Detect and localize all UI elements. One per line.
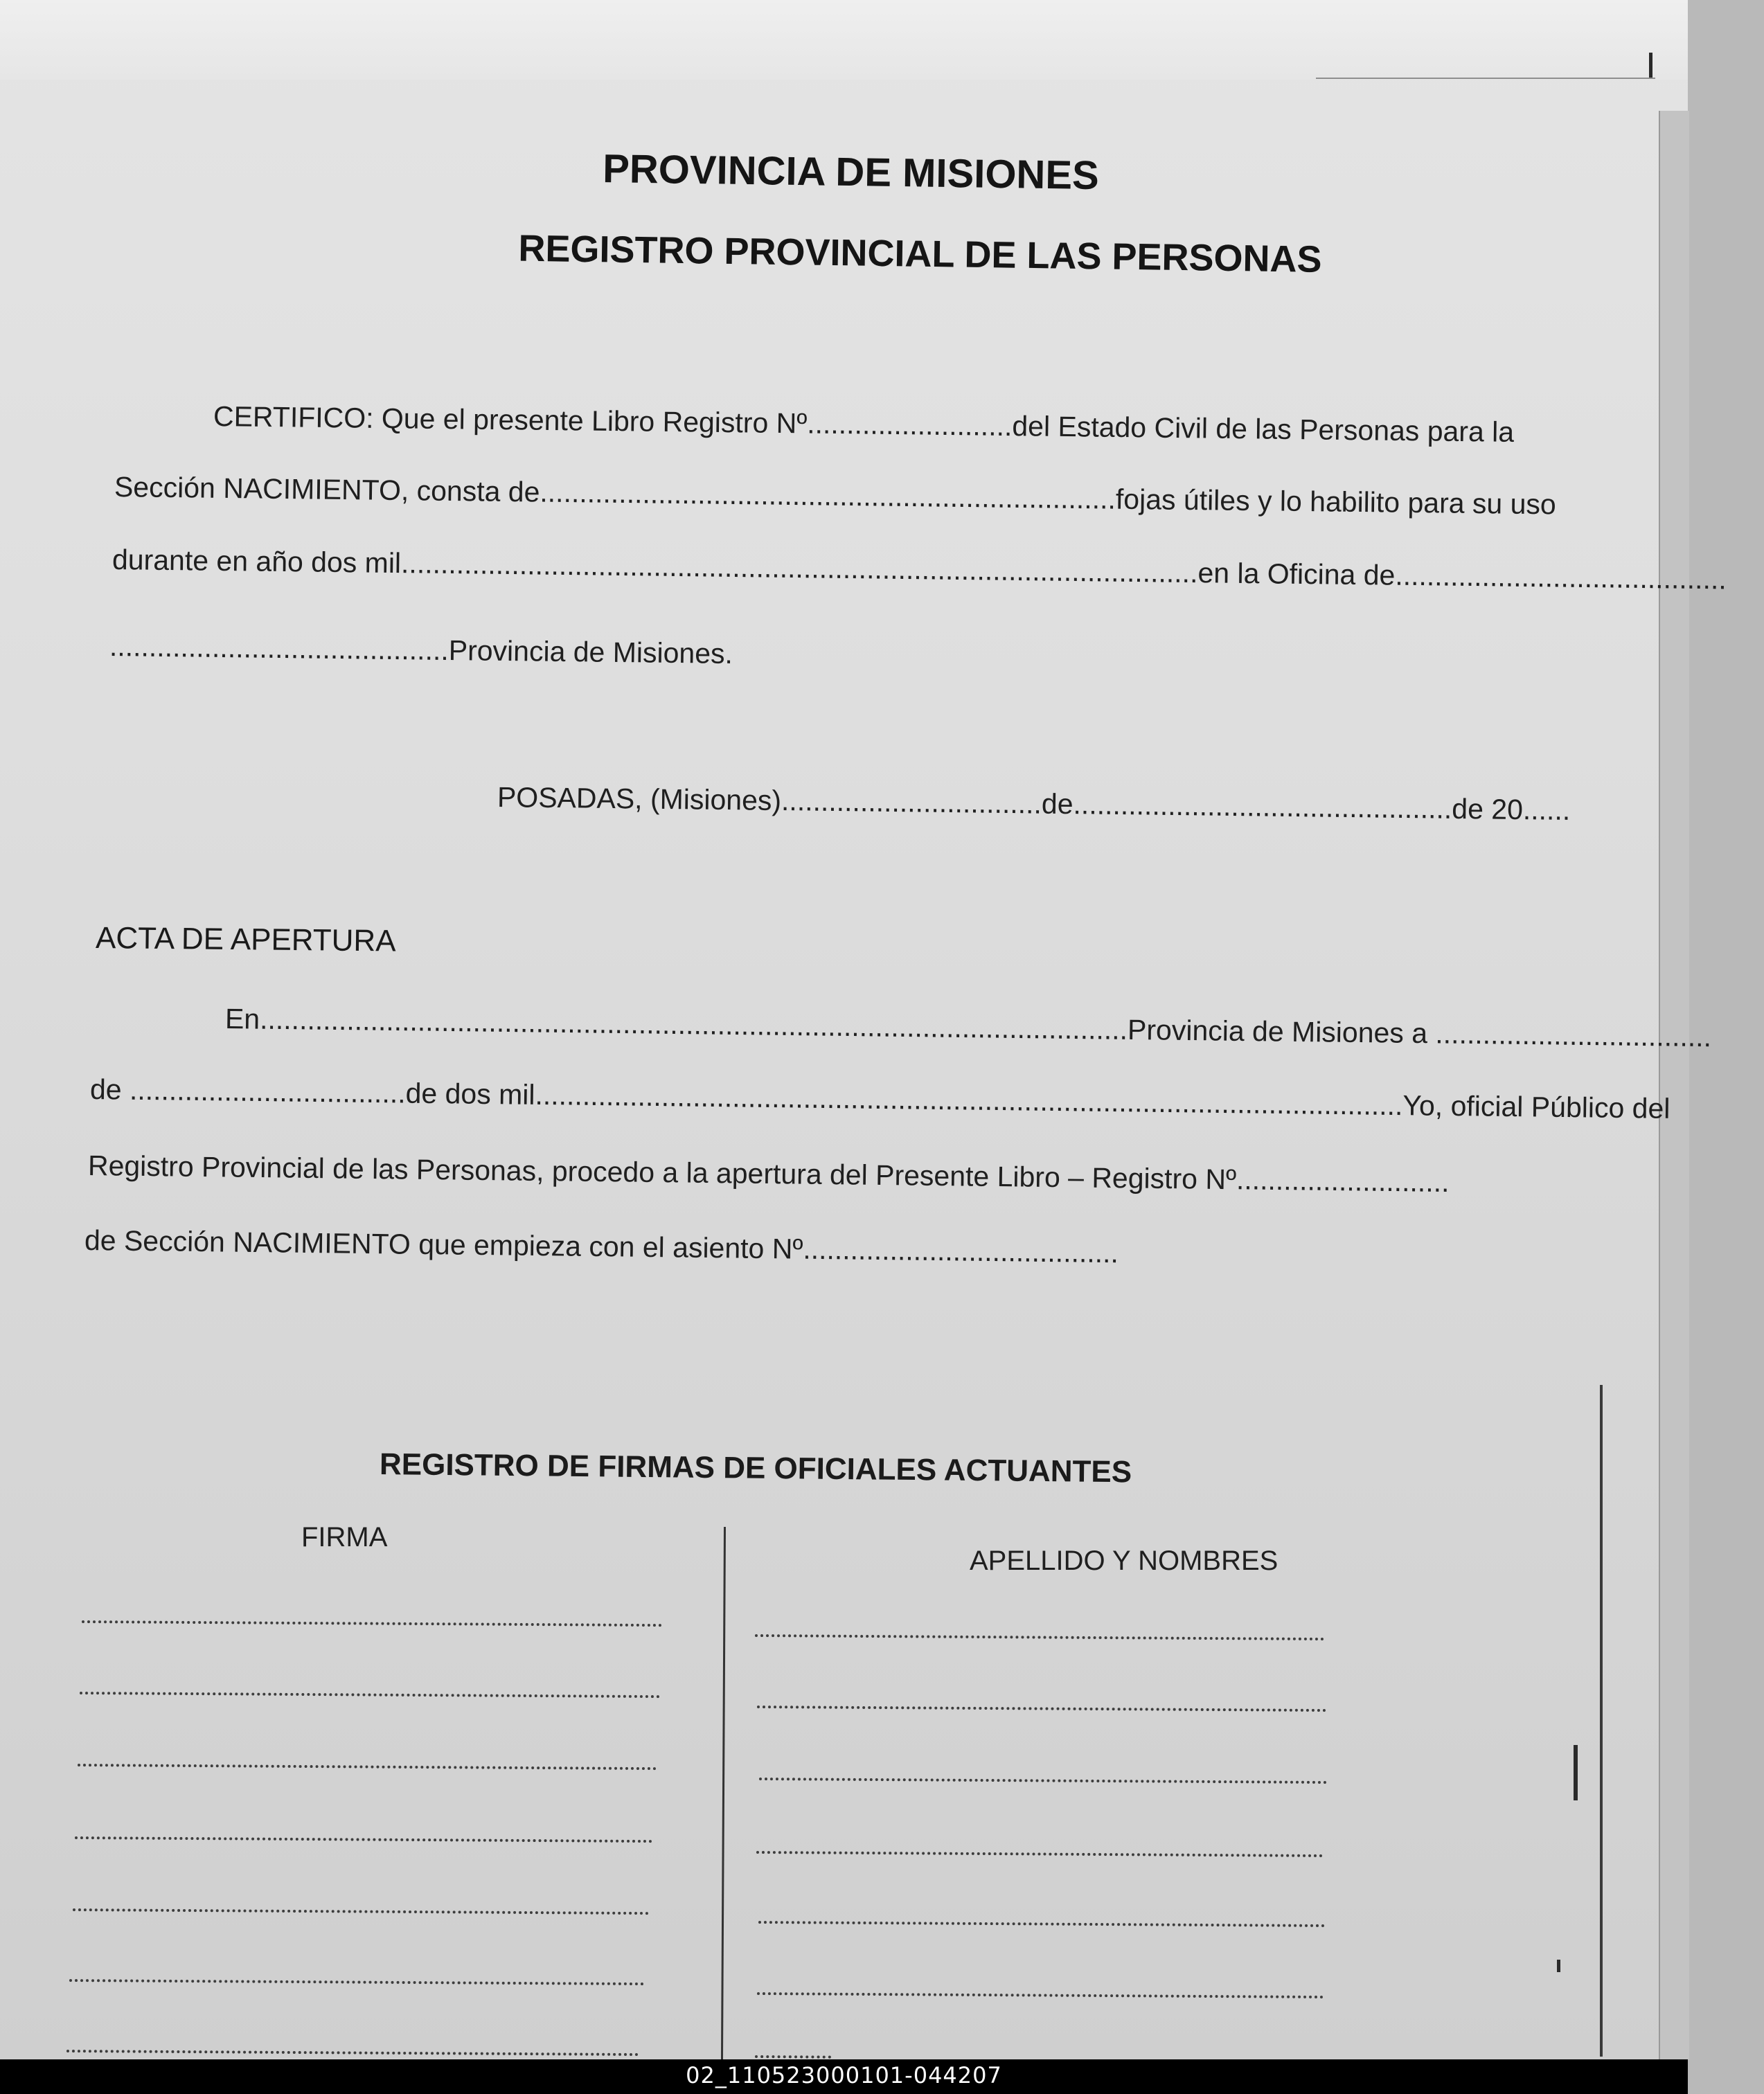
certifico-line-4 <box>109 630 733 670</box>
certifico-text: CERTIFICO: Que el presente Libro Registro Nº <box>213 400 808 440</box>
acta-text: Provincia de Misiones a <box>1127 1013 1436 1050</box>
acta-text: Registro Provincial de las Personas, procedo a la apertura del Presente Libro – Registro Nº <box>87 1149 1237 1196</box>
underlying-sheet-edge <box>1659 111 1689 2059</box>
blank-mes-acta: ................................... <box>129 1073 406 1109</box>
signature-line <box>78 1764 657 1770</box>
certifico-line-3 <box>112 544 1727 596</box>
certifico-text: Sección NACIMIENTO, consta de <box>114 471 540 508</box>
blank-fojas: ......................................................................... <box>540 476 1116 515</box>
name-line <box>756 1851 1323 1857</box>
certifico-line-1 <box>213 400 1515 449</box>
blank-anio-acta: .............................................................................................................. <box>535 1078 1403 1122</box>
date-place: POSADAS, (Misiones) <box>497 781 782 817</box>
signature-line <box>73 1908 649 1915</box>
top-rule <box>1316 78 1655 79</box>
blank-libro-numero: .......................... <box>806 407 1013 442</box>
name-line <box>755 1634 1324 1640</box>
blank-oficina-cont: ........................................... <box>109 630 449 666</box>
scan-id-label: 02_110523000101-044207 <box>686 2062 1002 2088</box>
acta-text: En <box>224 1003 260 1035</box>
col-header-nombres: APELLIDO Y NOMBRES <box>970 1546 1279 1576</box>
firmas-title: REGISTRO DE FIRMAS DE OFICIALES ACTUANTES <box>379 1447 1132 1489</box>
signature-line <box>80 1692 660 1698</box>
date-de: de <box>1041 787 1073 821</box>
blank-oficina: .......................................... <box>1395 559 1727 596</box>
acta-text: de Sección NACIMIENTO que empieza con el asiento Nº <box>84 1224 803 1265</box>
acta-line-3 <box>88 1149 1450 1199</box>
signature-line <box>82 1620 662 1627</box>
corner-mark <box>1649 53 1652 79</box>
acta-text: Yo, oficial Público del <box>1402 1089 1671 1125</box>
blank-dia-acta: ................................... <box>1435 1017 1712 1053</box>
blank-mes: ................................................ <box>1073 788 1452 825</box>
right-margin-mark <box>1574 1745 1578 1800</box>
signature-line <box>75 1836 652 1843</box>
acta-line-4 <box>84 1224 1119 1269</box>
date-line <box>497 781 1571 827</box>
name-line <box>759 1778 1327 1784</box>
blank-lugar: .............................................................................................................. <box>259 1003 1128 1046</box>
name-line <box>758 1921 1325 1927</box>
signature-line <box>66 2050 639 2056</box>
acta-heading: ACTA DE APERTURA <box>95 921 396 958</box>
acta-text: de dos mil <box>405 1077 535 1111</box>
column-divider <box>721 1527 726 2059</box>
blank-registro-numero: ........................... <box>1236 1163 1450 1199</box>
certifico-text: en la Oficina de <box>1197 557 1396 591</box>
acta-line-2 <box>90 1073 1671 1125</box>
certifico-text: del Estado Civil de las Personas para la <box>1012 410 1515 448</box>
signature-line <box>69 1979 644 1985</box>
name-line <box>757 1706 1326 1712</box>
right-margin-line <box>1600 1385 1603 2057</box>
certifico-line-2 <box>114 471 1556 521</box>
title-provincia: PROVINCIA DE MISIONES <box>602 146 1100 199</box>
name-line <box>755 2055 831 2059</box>
blank-dia: ................................. <box>781 785 1042 820</box>
certifico-text: Provincia de Misiones. <box>448 634 733 670</box>
acta-text: de <box>89 1073 130 1106</box>
date-year-prefix: de 20 <box>1452 792 1524 826</box>
blank-anio: ..................................................................................................... <box>400 547 1198 589</box>
right-margin-dash <box>1557 1960 1560 1972</box>
certifico-text: fojas útiles y lo habilito para su uso <box>1115 483 1557 521</box>
certifico-text: durante en año dos mil <box>112 544 402 580</box>
blank-asiento: ........................................ <box>803 1233 1119 1269</box>
page-top-edge <box>0 0 1688 80</box>
col-header-firma: FIRMA <box>301 1522 388 1552</box>
name-line <box>757 1992 1324 1998</box>
blank-anio-fin: ...... <box>1522 794 1571 826</box>
title-registro: REGISTRO PROVINCIAL DE LAS PERSONAS <box>518 227 1322 280</box>
acta-line-1 <box>225 1003 1712 1053</box>
